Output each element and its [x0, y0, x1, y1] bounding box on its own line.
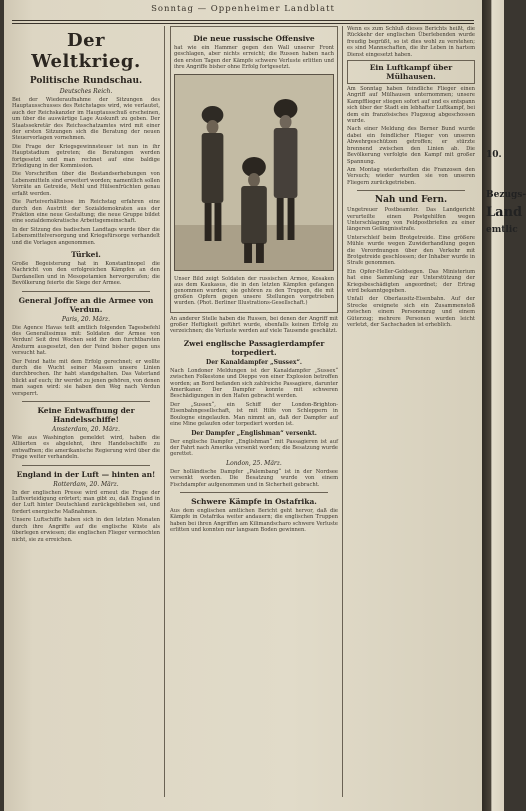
paragraph: Der Feind hatte mit dem Erfolg gerechnet; er wollte durch die Wucht seiner Massen unsere Linien durchbrechen. Ihr habt standgehalten. Das Vaterland blickt auf euch; ihr werdet zu jenen gehören, von denen man sagen wird: sie haben den Weg nach Verdun versperrt.: [12, 358, 160, 397]
paragraph: Unsere Luftschiffe haben sich in den letzten Monaten durch ihre Angriffe auf die englische Küste als überlegen erwiesen; die englischen Flieger vermochten nicht, sie zu erreichen.: [12, 517, 160, 543]
photo-caption: Unser Bild zeigt Soldaten der russischen Armee, Kosaken aus dem Kaukasus, die in den letzten Kämpfen gefangen genommen wurden; sie gehören zu den Truppen, die mit großen Opfern gegen unsere Stellungen vorgetrieben wurden. (Phot. Berliner Illustrations-Gesellschaft.): [174, 275, 334, 307]
paragraph: An anderer Stelle haben die Russen, bei denen der Angriff mit großer Heftigkeit geführt wurde, ebenfalls keinen Erfolg zu verzeichnen; die Verluste werden auf viele Tausende geschätzt.: [170, 315, 338, 335]
right-column: [347, 26, 475, 797]
divider: [22, 291, 150, 292]
dateline: Paris, 20. März.: [61, 315, 111, 323]
paragraph: Nach Londoner Meldungen ist der Kanaldampfer „Sussex“ zwischen Folkestone und Dieppe von einer Explosion betroffen worden; an Bord befanden sich zahlreiche Passagiere, darunter Amerikaner. Der Dampfer konnte mit schweren Beschädigungen in den Hafen gebracht werden.: [170, 367, 338, 400]
dateline: London, 25. März.: [226, 459, 282, 467]
subheading: Der Kanaldampfer „Sussex“.: [205, 358, 302, 366]
paragraph: Ein Opfer-Heller-Geldsegen. Das Ministerium hat eine Sammlung zur Unterstützung der Kriegsbeschädigten angeordnet; der Ertrag wird bekanntgegeben.: [347, 268, 475, 294]
edge-text: emtlic: [486, 225, 518, 235]
divider: [22, 465, 150, 466]
left-column: [12, 26, 160, 797]
section-heading: Türkei.: [71, 249, 101, 259]
paragraph: Die Agence Havas teilt amtlich folgenden Tagesbefehl des Generalissimus mit: Soldaten der Armee von Verdun! Seit drei Wochen seid ihr dem furchtbarsten Ansturm ausgesetzt, den der Feind bisher gegen uns versucht hat.: [12, 324, 160, 357]
dateline: Amsterdam, 20. März.: [52, 426, 120, 434]
section-heading: England in der Luft — hinten an!: [16, 469, 156, 479]
paragraph: Ungetreuer Postbeamter. Das Landgericht verurteilte einen Postgehilfen wegen Unterschlagung von Feldpostbriefen zu einer längeren Gefängnisstrafe.: [347, 207, 475, 233]
paragraph: Die Frage der Kriegsgewinnsteuer ist nun in ihr Hauptstadium getreten; die Beratungen werden fortgesetzt und man rechnet auf eine baldige Erledigung in der Kommission.: [12, 143, 160, 170]
column-rule: [164, 26, 165, 797]
newspaper-page: [4, 0, 482, 811]
section-heading: General Joffre an die Armee von Verdun.: [18, 295, 154, 314]
paragraph: Große Begeisterung hat in Konstantinopel die Nachricht von den erfolgreichen Kämpfen an den Dardanellen und in Mesopotamien hervorgerufen; die Bevölkerung feierte die Siege der Armee.: [12, 260, 160, 287]
running-head: Sonntag — Oppenheimer Landblatt: [151, 4, 335, 14]
paragraph: Wie aus Washington gemeldet wird, haben die Alliierten es abgelehnt, ihre Handelsschiffe zu entwaffnen; die amerikanische Regierung wird über die Frage weiter verhandeln.: [12, 435, 160, 461]
divider: [180, 492, 328, 493]
paragraph: Der „Sussex“, ein Schiff der London-Brighton-Eisenbahngesellschaft, ist mit Hilfe von Schleppern in Boulogne eingelaufen. Man nimmt an, daß der Dampfer auf eine Mine gelaufen oder torpediert worden ist.: [170, 401, 338, 428]
edge-text: Land: [486, 205, 523, 220]
paragraph: Bei der Wiederaufnahme der Sitzungen des Hauptausschusses des Reichstages wird, wie verlautet, auch der Reichskanzler im Hauptausschuß erscheinen, um über die auswärtige Lage Auskunft zu geben. Der Staatssekretär des Reichsschatzamtes wird mit einer der ersten Sitzungen sich die Beratung der neuen Steuervorlagen vornehmen.: [12, 97, 160, 142]
heading-box: [347, 60, 475, 84]
header-rule-2: [12, 23, 474, 24]
middle-column: [170, 26, 338, 797]
dateline: Rotterdam, 20. März.: [53, 480, 119, 488]
subheading: Der Dampfer „Englishman“ versenkt.: [191, 429, 317, 437]
section-heading: Keine Entwaffnung der Handelsschiffe!: [37, 406, 135, 425]
column-rule: [342, 26, 343, 797]
paragraph: Wenn es zum Schluß dieses Berichts heißt, die Rückkehr der englischen Überlebenden wurde freudig begrüßt, so ist dies wohl zu verstehen; es sind Mannschaften, die ihr Leben in hartem Dienst eingesetzt haben.: [347, 26, 475, 58]
paragraph: Die Vorschriften über die Bestandserhebungen von Lebensmitteln sind erweitert worden; namentlich sollen Vorräte an Getreide, Mehl und Hülsenfrüchten genau erfaßt werden.: [12, 171, 160, 197]
section-heading: Ein Luftkampf über Mülhausen.: [369, 63, 453, 82]
paragraph: Nach einer Meldung des Berner Bund wurde dabei ein feindlicher Flieger von unseren Abwehrgeschützen getroffen; er stürzte brennend zwischen den Linien ab. Die Bevölkerung verfolgte den Kampf mit großer Spannung.: [347, 126, 475, 165]
paragraph: Die Parteiverhältnisse im Reichstag erfahren eine durch den Austritt der Sozialdemokraten aus der Fraktion eine neue Gestaltung; die neue Gruppe bildet eine sozialdemokratische Arbeitsgemeinschaft.: [12, 199, 160, 225]
soldiers-photo-image: [175, 75, 333, 270]
adjacent-page-edge: [482, 0, 526, 811]
divider: [22, 401, 150, 402]
paragraph: Der holländische Dampfer „Palembang“ ist in der Nordsee versenkt worden. Die Besatzung wurde von einem Fischdampfer aufgenommen und in Sicherheit gebracht.: [170, 468, 338, 488]
section-heading: Politische Rundschau.: [29, 76, 143, 86]
paragraph: In der englischen Presse wird erneut die Frage der Luftverteidigung erörtert; man gibt zu, daß England in der Luft hinter Deutschland zurückgeblieben sei, und fordert energische Maßnahmen.: [12, 489, 160, 515]
page-number: 10.: [486, 150, 502, 160]
paragraph: hat wie ein Hammer gegen den Wall unserer Front geschlagen, aber nichts erreicht; die Russen haben nach den ersten Tagen der Kämpfe schwere Verluste erlitten und ihre Angriffe bisher ohne Erfolg fortgesetzt.: [174, 45, 334, 71]
soldiers-photo: [174, 74, 334, 271]
header-rule: [12, 20, 474, 21]
paragraph: Am Sonntag haben feindliche Flieger einen Angriff auf Mülhausen unternommen; unsere Kampfflieger stiegen sofort auf und es entspann sich über der Stadt ein lebhafter Luftkampf, bei dem ein französisches Flugzeug abgeschossen wurde.: [347, 86, 475, 125]
paragraph: In der Sitzung des badischen Landtags wurde über die Lebensmittelversorgung und Kriegsfürsorge verhandelt und die Vorlagen angenommen.: [12, 226, 160, 246]
section-heading: Schwere Kämpfe in Ostafrika.: [191, 496, 317, 506]
page-title: Der Weltkrieg.: [31, 30, 141, 72]
photo-box: [170, 26, 338, 313]
dateline: Deutsches Reich.: [59, 88, 113, 95]
paragraph: Aus dem englischen amtlichen Bericht geht hervor, daß die Kämpfe in Ostafrika weiter andauern; die englischen Truppen haben bei ihren Angriffen am Kilimandscharo schwere Verluste erlitten und konnten nur langsam Boden gewinnen.: [170, 507, 338, 534]
paragraph: Unterschleif beim Brotgetreide. Eine größere Mühle wurde wegen Zuwiderhandlung gegen die Verordnungen über den Verkehr mit Brotgetreide geschlossen; der Inhaber wurde in Strafe genommen.: [347, 234, 475, 267]
paragraph: Unfall der Oberlausitz-Eisenbahn. Auf der Strecke ereignete sich ein Zusammenstoß zwischen einem Personenzug und einem Güterzug; mehrere Personen wurden leicht verletzt, der Sachschaden ist erheblich.: [347, 296, 475, 329]
paragraph: Am Montag wiederholten die Franzosen den Versuch; wieder wurden sie von unseren Fliegern zurückgetrieben.: [347, 166, 475, 186]
section-heading: Zwei englische Passagierdampfer torpediert.: [183, 338, 325, 357]
divider: [357, 190, 465, 191]
section-heading: Nah und Fern.: [374, 195, 448, 206]
paragraph: Der englische Dampfer „Englishman“ mit Passagieren ist auf der Fahrt nach Amerika versenkt worden; die Besatzung wurde gerettet.: [170, 438, 338, 458]
edge-text: Bezugs-: [486, 190, 526, 200]
section-heading: Die neue russische Offensive: [193, 34, 315, 43]
